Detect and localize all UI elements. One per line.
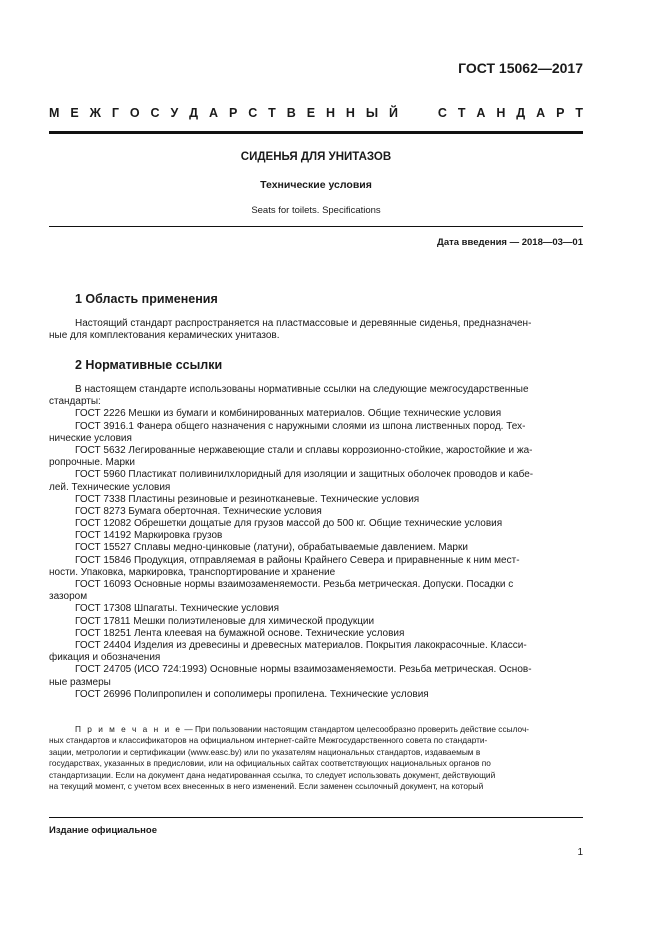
banner-letter: А xyxy=(476,106,486,120)
banner-letter: С xyxy=(437,106,447,120)
reference-gost-5632: ГОСТ 5632 Легированные нержавеющие стали и сплавы коррозионно-стойкие, жаростойкие и жа- xyxy=(75,444,533,456)
banner-letter: Н xyxy=(325,106,335,120)
note-first-line xyxy=(49,724,583,735)
reference-continuation: фикация и обозначения xyxy=(49,652,161,664)
reference-gost-16093: ГОСТ 16093 Основные нормы взаимозаменяемости. Резьба метрическая. Допуски. Посадки с xyxy=(75,579,514,590)
standard-number: ГОСТ 15062—2017 xyxy=(458,60,583,76)
note-block xyxy=(49,724,583,792)
note-line: стандартизации. Если на документ дана недатированная ссылка, то следует использовать документ, действующий xyxy=(49,769,496,780)
banner-letter: У xyxy=(170,106,179,120)
reference-continuation: ные размеры xyxy=(49,676,111,688)
footer-rule xyxy=(49,817,583,818)
page-number: 1 xyxy=(577,847,583,858)
banner-letter: Р xyxy=(228,106,238,120)
reference-gost-14192: ГОСТ 14192 Маркировка грузов xyxy=(75,530,223,542)
banner-letter: Д xyxy=(189,106,199,120)
reference-gost-3916-1: ГОСТ 3916.1 Фанера общего назначения с наружными слоями из шпона лиственных пород. Тех- xyxy=(75,420,526,432)
banner-letter: Е xyxy=(306,106,316,120)
note-label: П р и м е ч а н и е xyxy=(75,724,183,734)
note-first-line-text: — При пользовании настоящим стандартом целесообразно проверить действие ссылоч- xyxy=(182,724,530,734)
reference-gost-24404: ГОСТ 24404 Изделия из древесины и древесных материалов. Покрытия лакокрасочные. Класси- xyxy=(75,639,527,651)
banner-word-gap xyxy=(409,106,427,120)
banner-letter: С xyxy=(150,106,160,120)
reference-gost-7338: ГОСТ 7338 Пластины резиновые и резинотканевые. Технические условия xyxy=(75,493,420,505)
introduction-date: Дата введения — 2018—03—01 xyxy=(437,237,583,248)
reference-gost-15846: ГОСТ 15846 Продукция, отправляемая в районы Крайнего Севера и приравненные к ним мест- xyxy=(75,554,520,566)
reference-gost-17308: ГОСТ 17308 Шпагаты. Технические условия xyxy=(75,603,280,615)
title-rule-thin xyxy=(49,226,583,227)
reference-gost-24705: ГОСТ 24705 (ИСО 724:1993) Основные нормы взаимозаменяемости. Резьба метрическая. Основ- xyxy=(75,664,532,676)
banner-letter: Ы xyxy=(365,106,379,120)
section-2-body xyxy=(49,384,583,701)
reference-continuation: ности. Упаковка, маркировка, транспортирование и хранение xyxy=(49,566,336,578)
banner-letter: А xyxy=(209,106,219,120)
reference-continuation: лей. Технические условия xyxy=(49,481,171,493)
section-2-line: В настоящем стандарте использованы нормативные ссылки на следующие межгосударственные xyxy=(75,384,529,395)
banner-letter: Й xyxy=(389,106,399,120)
banner-letter: Н xyxy=(345,106,355,120)
english-title: Seats for toilets. Specifications xyxy=(251,205,381,216)
document-title: СИДЕНЬЯ ДЛЯ УНИТАЗОВ xyxy=(240,151,392,163)
reference-continuation: зазором xyxy=(49,591,88,603)
reference-gost-5960: ГОСТ 5960 Пластикат поливинилхлоридный для изоляции и защитных оболочек проводов и кабе- xyxy=(75,469,534,481)
banner-letter: О xyxy=(129,106,140,120)
banner-letter: Н xyxy=(496,106,506,120)
note-line: государствах, указанных в предисловии, или на официальных сайтах соответствующих национальных органов по xyxy=(49,758,491,769)
reference-gost-15527: ГОСТ 15527 Сплавы медно-цинковые (латуни), обрабатываемые давлением. Марки xyxy=(75,542,468,554)
reference-gost-18251: ГОСТ 18251 Лента клеевая на бумажной основе. Технические условия xyxy=(75,627,405,639)
banner-letter: Р xyxy=(556,106,565,120)
note-line: ных стандартов и классификаторов на официальном интернет-сайте Межгосударственного совета по стандарти- xyxy=(49,735,488,746)
banner-letter: Д xyxy=(516,106,526,120)
banner-letter: В xyxy=(286,106,296,120)
reference-gost-17811: ГОСТ 17811 Мешки полиэтиленовые для химической продукции xyxy=(75,615,375,627)
official-edition-label: Издание официальное xyxy=(49,825,157,836)
banner-letter: Г xyxy=(111,106,119,120)
section-1-line: ные для комплектования керамических унитазов. xyxy=(49,330,280,342)
header-rule-thick xyxy=(49,131,583,134)
reference-gost-26996: ГОСТ 26996 Полипропилен и сополимеры пропилена. Технические условия xyxy=(75,688,429,700)
banner-letter: Е xyxy=(70,106,79,120)
banner-letter: Т xyxy=(575,106,583,120)
banner-letter: Т xyxy=(457,106,466,120)
interstate-standard-banner xyxy=(49,106,583,120)
reference-gost-2226: ГОСТ 2226 Мешки из бумаги и комбинированных материалов. Общие технические условия xyxy=(75,408,502,420)
banner-letter: Ж xyxy=(89,106,101,120)
reference-gost-12082: ГОСТ 12082 Обрешетки дощатые для грузов массой до 500 кг. Общие технические условия xyxy=(75,518,503,530)
section-1-line: Настоящий стандарт распространяется на пластмассовые и деревянные сиденья, предназначен- xyxy=(75,318,532,329)
banner-letter: С xyxy=(248,106,258,120)
note-line: зации, метрологии и сертификации (www.easc.by) или по указателям национальных стандартов, издаваемым в xyxy=(49,746,481,757)
reference-continuation: ропрочные. Марки xyxy=(49,457,136,469)
note-line: на текущий момент, с учетом всех внесенных в него изменений. Если заменен ссылочный документ, на который xyxy=(49,780,484,791)
banner-letter: А xyxy=(536,106,546,120)
section-2-line: стандарты: xyxy=(49,396,101,408)
banner-letter: М xyxy=(49,106,60,120)
banner-letter: Т xyxy=(268,106,276,120)
section-1-heading: 1 Область применения xyxy=(75,292,218,306)
reference-gost-8273: ГОСТ 8273 Бумага оберточная. Технические условия xyxy=(75,505,322,517)
document-subtitle: Технические условия xyxy=(260,179,372,191)
section-2-heading: 2 Нормативные ссылки xyxy=(75,358,223,372)
section-1-body xyxy=(49,318,583,342)
reference-continuation: нические условия xyxy=(49,432,132,444)
